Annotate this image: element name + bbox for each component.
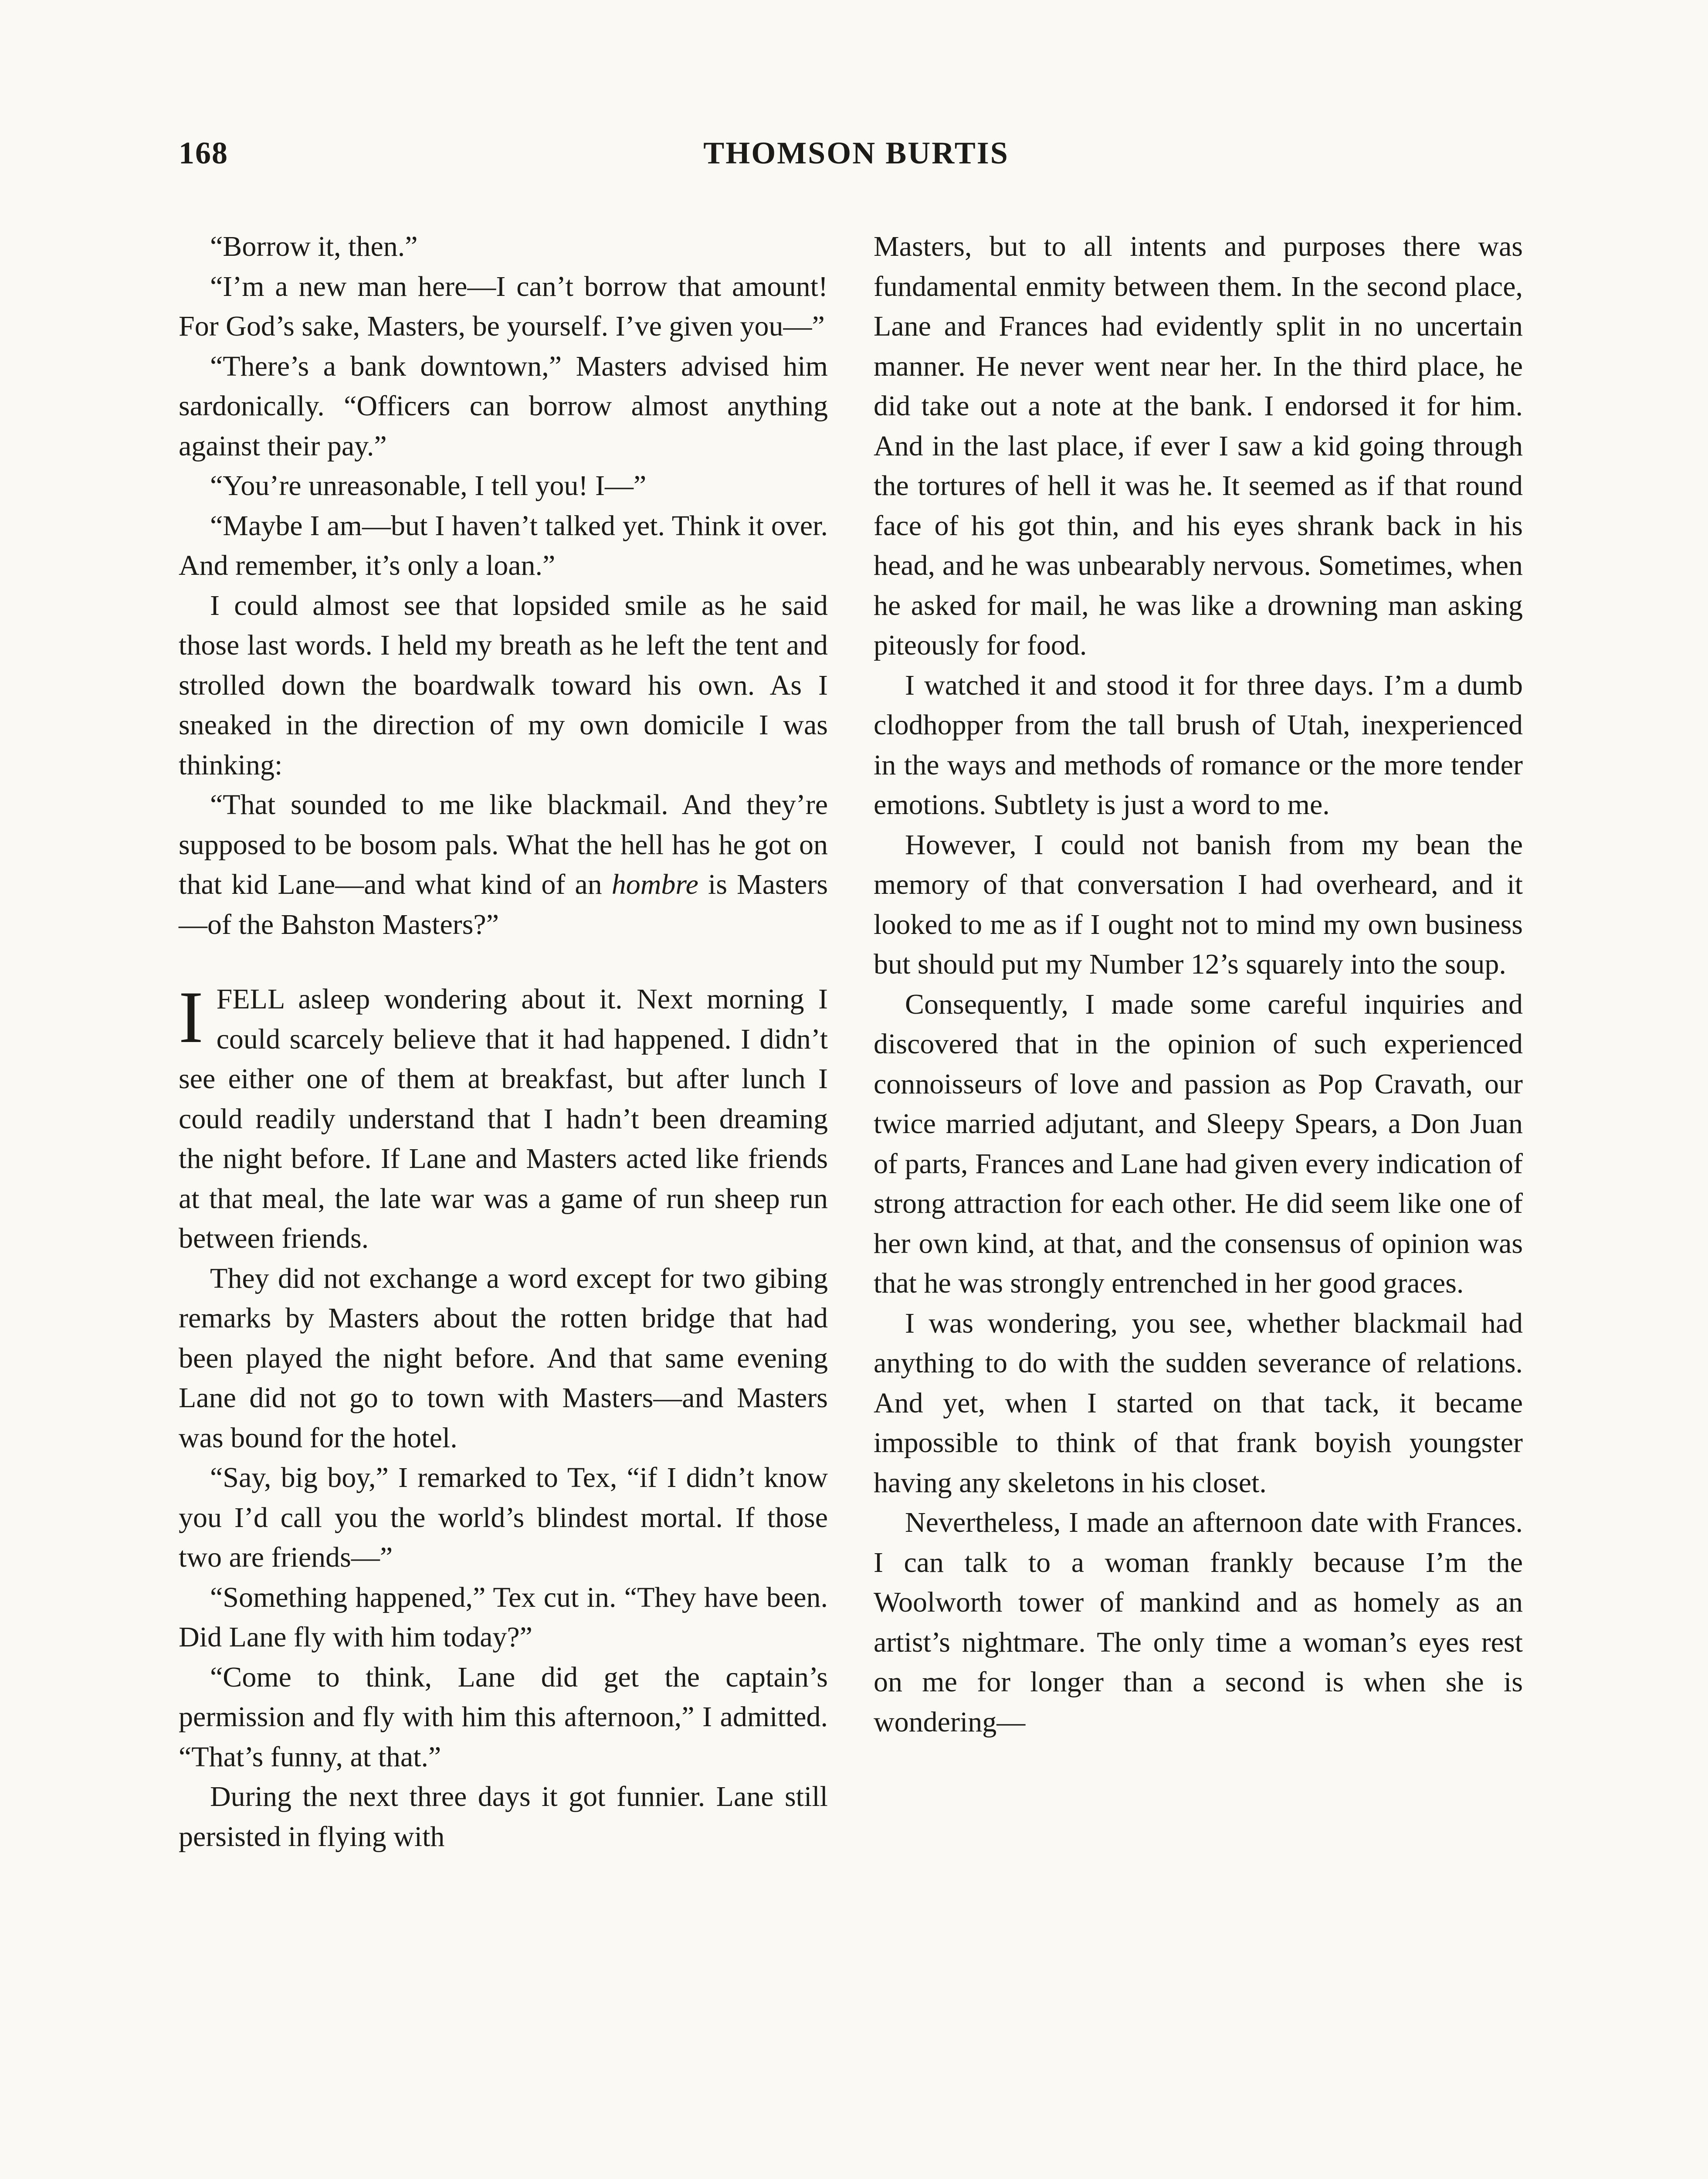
paragraph: However, I could not banish from my bean the memory of that conversation I had overheard, and it looked to me as if I ought not to mind my own business but should put my Number 12’s squarely into the soup. — [874, 828, 1523, 980]
paragraph: Consequently, I made some careful inquiries and discovered that in the opinion of such experienced connoisseurs of love and passion as Pop Cravath, our twice married adjutant, and Sleepy Spears, a Don Juan of parts, Frances and Lane had given every indication of strong attraction for each other. He did seem like one of her own kind, at that, and the consensus of opinion was that he was strongly entrenched in her good graces. — [874, 988, 1523, 1299]
page-number: 168 — [179, 136, 228, 170]
paragraph: I watched it and stood it for three days. I’m a dumb clodhopper from the tall brush of Utah, inexperienced in the ways and methods of romance or the more tender emotions. Subtlety is just a word to me. — [874, 669, 1523, 821]
paragraph: “Borrow it, then.” — [210, 231, 418, 262]
paragraph: “Say, big boy,” I remarked to Tex, “if I didn’t know you I’d call you the world’s blindest mortal. If those two are friends—” — [179, 1462, 828, 1573]
paragraph: I could almost see that lopsided smile as he said those last words. I held my breath as he left the tent and strolled down the boardwalk toward his own. As I sneaked in the direction of my own domicile I was thinking: — [179, 589, 828, 781]
paragraph: “Something happened,” Tex cut in. “They have been. Did Lane fly with him today?” — [179, 1581, 828, 1653]
paragraph: “Maybe I am—but I haven’t talked yet. Think it over. And remember, it’s only a loan.” — [179, 509, 828, 581]
paragraph: They did not exchange a word except for two gibing remarks by Masters about the rotten bridge that had been played the night before. And that same evening Lane did not go to town with Masters—and Masters was bound for the hotel. — [179, 1262, 828, 1454]
paragraph — [179, 785, 828, 944]
paragraph-continued: Masters, but to all intents and purposes there was fundamental enmity between them. In the second place, Lane and Frances had evidently split in no uncertain manner. He never went near her. In the third place, he did take out a note at the bank. I endorsed it for him. And in the last place, if ever I saw a kid going through the tortures of hell it was he. It seemed as if that round face of his got thin, and his eyes shrank back in his head, and he was unbearably nervous. Sometimes, when he asked for mail, he was like a drowning man asking piteously for food. — [874, 231, 1523, 661]
paragraph-text: “That sounded to me like blackmail. And they’re supposed to be bosom pals. What the hell has he got on that kid Lane—and what kind of an — [179, 789, 828, 900]
section-opening-paragraph — [179, 976, 828, 1259]
drop-cap: I — [179, 976, 203, 1058]
paragraph-text: FELL asleep wondering about it. Next morning I could scarcely believe that it had happened. I didn’t see either one of them at breakfast, but after lunch I could readily understand that I hadn’t been dreaming the night before. If Lane and Masters acted like friends at that meal, the late war was a game of run sheep run between friends. — [179, 983, 828, 1254]
paragraph: “There’s a bank downtown,” Masters advised him sardonically. “Officers can borrow almost anything against their pay.” — [179, 350, 828, 462]
paragraph-text: is Masters—of the Bahston Masters?” — [179, 869, 828, 940]
right-column — [874, 227, 1523, 1742]
paragraph: Nevertheless, I made an afternoon date with Frances. I can talk to a woman frankly because I’m the Woolworth tower of mankind and as homely as an artist’s nightmare. The only time a woman’s eyes rest on me for longer than a second is when she is wondering— — [874, 1507, 1523, 1738]
paragraph: I was wondering, you see, whether blackmail had anything to do with the sudden severance of relations. And yet, when I started on that tack, it became impossible to think of that frank boyish youngster having any skeletons in his closet. — [874, 1307, 1523, 1499]
running-head: THOMSON BURTIS — [703, 136, 1009, 170]
paragraph: “You’re unreasonable, I tell you! I—” — [210, 470, 647, 502]
paragraph: “Come to think, Lane did get the captain’s permission and fly with him this afternoon,” I admitted. “That’s funny, at that.” — [179, 1661, 828, 1773]
italic-word: hombre — [611, 869, 698, 900]
left-column — [179, 227, 828, 1857]
page-header — [179, 135, 1534, 183]
paragraph: “I’m a new man here—I can’t borrow that amount! For God’s sake, Masters, be yourself. I’ve given you—” — [179, 270, 828, 342]
paragraph: During the next three days it got funnier. Lane still persisted in flying with — [179, 1781, 828, 1853]
